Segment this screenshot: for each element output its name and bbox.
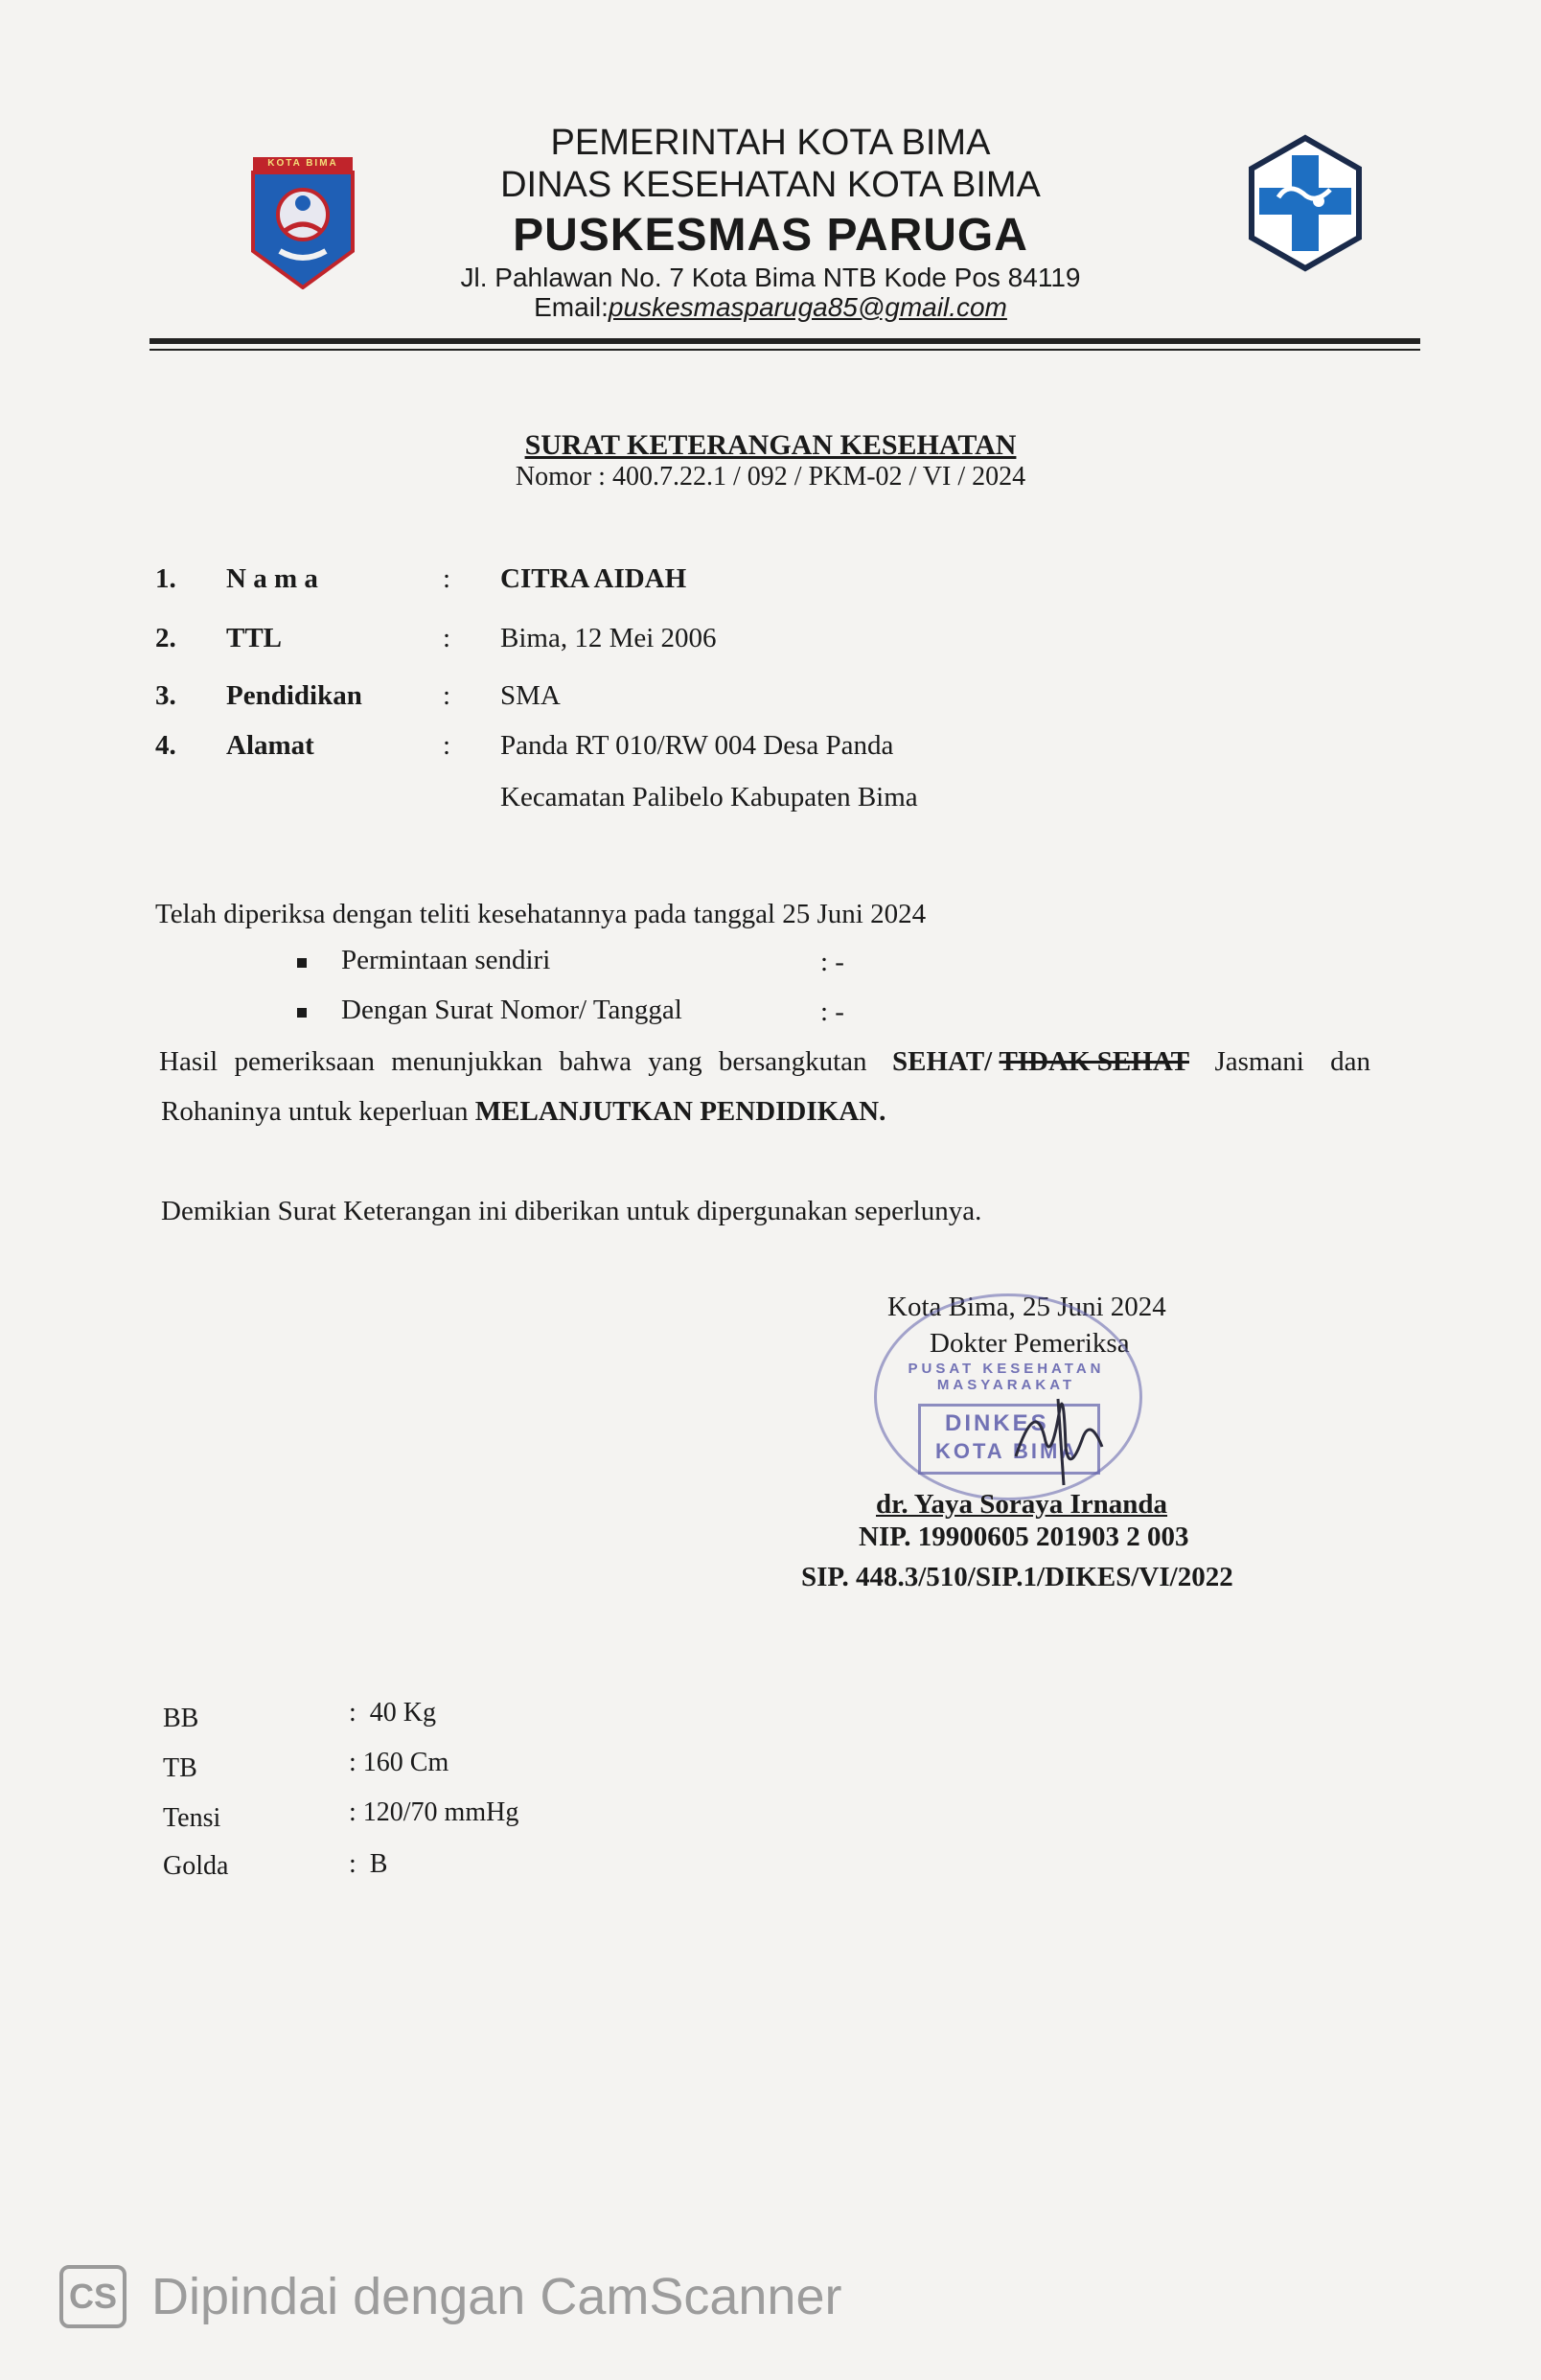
measurement-label-height: TB xyxy=(163,1753,197,1783)
result-prefix: Hasil pemeriksaan menunjukkan bahwa yang bersangkutan xyxy=(159,1046,867,1077)
row-label: TTL xyxy=(226,623,283,653)
examined-statement: Telah diperiksa dengan teliti kesehatannya pada tanggal 25 Juni 2024 xyxy=(155,899,927,929)
camscanner-watermark-text: Dipindai dengan CamScanner xyxy=(151,2268,842,2325)
identity-row-education xyxy=(155,680,1209,719)
result-statement-line1 xyxy=(159,1046,1370,1078)
row-label: Alamat xyxy=(226,730,314,761)
measurement-label-blood-type: Golda xyxy=(163,1851,229,1881)
row-colon: : xyxy=(443,680,451,711)
result-statement-line2 xyxy=(161,1096,886,1128)
result-healthy: SEHAT/ xyxy=(892,1046,993,1077)
measurement-value-blood-pressure: : 120/70 mmHg xyxy=(349,1797,519,1827)
row-label: N a m a xyxy=(226,563,318,594)
request-self-value: : - xyxy=(820,947,844,977)
letterhead-rule-thick xyxy=(150,338,1420,344)
department-name: DINAS KESEHATAN KOTA BIMA xyxy=(500,165,1041,205)
row-number: 3. xyxy=(155,680,176,711)
measurement-value-weight: : 40 Kg xyxy=(349,1698,436,1728)
result-suffix: Jasmani dan xyxy=(1214,1046,1370,1077)
facility-email-line xyxy=(0,292,1541,323)
row-label: Pendidikan xyxy=(226,680,362,711)
row-number: 1. xyxy=(155,563,176,594)
measurement-label-weight: BB xyxy=(163,1704,199,1733)
doctor-name: dr. Yaya Soraya Irnanda xyxy=(876,1489,1168,1520)
row-value: SMA xyxy=(500,680,561,711)
bullet-icon xyxy=(297,1008,307,1018)
row-value: CITRA AIDAH xyxy=(500,563,687,594)
bullet-icon xyxy=(297,958,307,968)
row-value-continued: Kecamatan Palibelo Kabupaten Bima xyxy=(500,782,918,812)
measurement-label-blood-pressure: Tensi xyxy=(163,1803,221,1833)
request-self-label: Permintaan sendiri xyxy=(341,945,551,975)
doctor-sip: SIP. 448.3/510/SIP.1/DIKES/VI/2022 xyxy=(801,1562,1233,1592)
identity-row-name xyxy=(155,563,1209,602)
row-number: 2. xyxy=(155,623,176,653)
stamp-line-1: DINKES xyxy=(945,1410,1049,1436)
handwritten-signature xyxy=(1006,1380,1121,1495)
row-value: Bima, 12 Mei 2006 xyxy=(500,623,717,653)
government-name: PEMERINTAH KOTA BIMA xyxy=(550,123,991,163)
email-label: Email: xyxy=(534,292,609,322)
result-not-healthy-struck: TIDAK SEHAT xyxy=(999,1046,1189,1077)
camscanner-logo-icon: CS xyxy=(59,2265,126,2328)
result-line2-prefix: Rohaninya untuk keperluan xyxy=(161,1096,469,1127)
document-title: SURAT KETERANGAN KESEHATAN xyxy=(524,429,1017,461)
document-number: Nomor : 400.7.22.1 / 092 / PKM-02 / VI / 2024 xyxy=(515,462,1026,492)
signature-role: Dokter Pemeriksa xyxy=(930,1328,1130,1359)
letter-number-label: Dengan Surat Nomor/ Tanggal xyxy=(341,995,682,1025)
measurement-value-height: : 160 Cm xyxy=(349,1748,449,1777)
identity-row-ttl xyxy=(155,623,1209,661)
row-number: 4. xyxy=(155,730,176,761)
measurement-value-blood-type: : B xyxy=(349,1849,388,1879)
stamp-line-2: KOTA BIMA xyxy=(935,1439,1079,1463)
row-value: Panda RT 010/RW 004 Desa Panda xyxy=(500,730,894,761)
facility-address: Jl. Pahlawan No. 7 Kota Bima NTB Kode Pos 84119 xyxy=(460,263,1081,292)
stamp-ring-text: PUSAT KESEHATAN MASYARAKAT xyxy=(908,1361,1105,1393)
closing-statement: Demikian Surat Keterangan ini diberikan untuk dipergunakan seperlunya. xyxy=(161,1196,982,1226)
facility-name: PUSKESMAS PARUGA xyxy=(513,210,1028,261)
result-purpose: MELANJUTKAN PENDIDIKAN. xyxy=(474,1096,886,1127)
row-colon: : xyxy=(443,623,451,653)
row-colon: : xyxy=(443,563,451,594)
identity-row-address xyxy=(155,730,1209,822)
signature-place-date: Kota Bima, 25 Juni 2024 xyxy=(887,1292,1166,1322)
doctor-nip: NIP. 19900605 201903 2 003 xyxy=(859,1522,1189,1552)
letter-number-value: : - xyxy=(820,996,844,1027)
letterhead-rule-thin xyxy=(150,349,1420,351)
logo-lettering: KOTA BIMA xyxy=(267,158,338,169)
email-address[interactable]: puskesmasparuga85@gmail.com xyxy=(608,292,1007,322)
row-colon: : xyxy=(443,730,451,761)
